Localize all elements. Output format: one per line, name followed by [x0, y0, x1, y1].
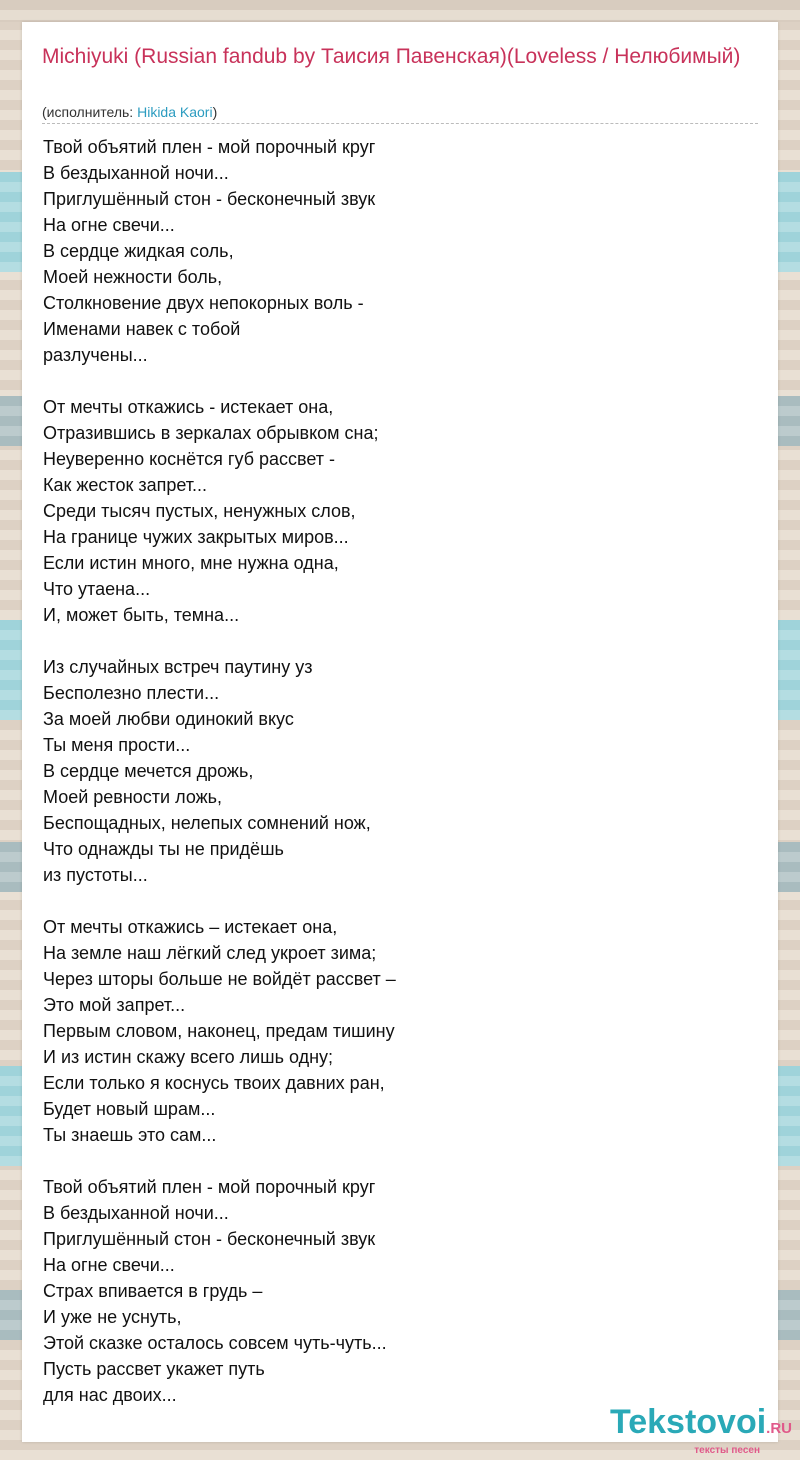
lyric-line: И из истин скажу всего лишь одну;	[43, 1047, 334, 1067]
lyric-line: Бесполезно плести...	[43, 683, 220, 703]
logo-tagline: тексты песен	[694, 1445, 760, 1456]
lyric-line: Из случайных встреч паутину уз	[43, 657, 313, 677]
lyric-line: Ты знаешь это сам...	[43, 1125, 217, 1145]
stanza-gap	[43, 368, 743, 394]
lyric-line: Именами навек с тобой	[43, 319, 241, 339]
lyric-line: В сердце жидкая соль,	[43, 241, 234, 261]
lyric-line: из пустоты...	[43, 865, 148, 885]
site-logo[interactable]	[610, 1405, 792, 1456]
lyric-line: Если только я коснусь твоих давних ран,	[43, 1073, 385, 1093]
lyrics-body	[43, 134, 743, 1408]
lyric-line: Страх впивается в грудь –	[43, 1281, 263, 1301]
lyric-line: Будет новый шрам...	[43, 1099, 216, 1119]
lyric-line: Приглушённый стон - бесконечный звук	[43, 1229, 376, 1249]
lyric-line: Пусть рассвет укажет путь	[43, 1359, 265, 1379]
title-divider	[42, 123, 758, 124]
lyric-line: На огне свечи...	[43, 1255, 175, 1275]
stanza-gap	[43, 888, 743, 914]
artist-prefix: (исполнитель:	[42, 104, 138, 120]
lyric-line: В сердце мечется дрожь,	[43, 761, 254, 781]
artist-line	[42, 102, 217, 122]
lyric-line: Что однажды ты не придёшь	[43, 839, 284, 859]
lyric-line: В бездыханной ночи...	[43, 163, 229, 183]
lyric-line: Отразившись в зеркалах обрывком сна;	[43, 423, 379, 443]
lyric-line: Столкновение двух непокорных воль -	[43, 293, 364, 313]
lyric-line: От мечты откажись – истекает она,	[43, 917, 338, 937]
logo-tld: .RU	[766, 1420, 792, 1437]
lyric-line: Моей нежности боль,	[43, 267, 223, 287]
artist-link[interactable]: Hikida Kaori	[137, 104, 213, 120]
song-title: Michiyuki (Russian fandub by Таисия Павенская)(Loveless / Нелюбимый)	[42, 45, 741, 68]
artist-suffix: )	[212, 104, 218, 120]
lyric-line: Среди тысяч пустых, ненужных слов,	[43, 501, 356, 521]
lyric-line: Как жесток запрет...	[43, 475, 208, 495]
logo-name: Tekstovoi	[609, 1403, 767, 1441]
lyric-line: Если истин много, мне нужна одна,	[43, 553, 339, 573]
lyric-line: Твой объятий плен - мой порочный круг	[43, 1177, 376, 1197]
lyric-line: Через шторы больше не войдёт рассвет –	[43, 969, 396, 989]
lyric-line: Это мой запрет...	[43, 995, 186, 1015]
lyric-line: И, может быть, темна...	[43, 605, 240, 625]
lyric-line: Неуверенно коснётся губ рассвет -	[43, 449, 336, 469]
lyric-line: За моей любви одинокий вкус	[43, 709, 294, 729]
lyric-line: Беспощадных, нелепых сомнений нож,	[43, 813, 371, 833]
lyric-line: Приглушённый стон - бесконечный звук	[43, 189, 376, 209]
lyric-line: На границе чужих закрытых миров...	[43, 527, 349, 547]
stanza-gap	[43, 628, 743, 654]
lyric-line: для нас двоих...	[43, 1385, 177, 1405]
lyric-line: Моей ревности ложь,	[43, 787, 223, 807]
lyric-line: Что утаена...	[43, 579, 151, 599]
lyric-line: Твой объятий плен - мой порочный круг	[43, 137, 376, 157]
logo-wordmark	[610, 1405, 792, 1446]
lyric-line: На огне свечи...	[43, 215, 175, 235]
lyric-line: От мечты откажись - истекает она,	[43, 397, 334, 417]
stanza-gap	[43, 1148, 743, 1174]
lyric-line: И уже не уснуть,	[43, 1307, 182, 1327]
lyric-line: В бездыханной ночи...	[43, 1203, 229, 1223]
lyrics-card	[22, 22, 778, 1442]
lyric-line: Ты меня прости...	[43, 735, 191, 755]
lyric-line: Первым словом, наконец, предам тишину	[43, 1021, 395, 1041]
lyric-line: На земле наш лёгкий след укроет зима;	[43, 943, 377, 963]
lyric-line: разлучены...	[43, 345, 148, 365]
lyric-line: Этой сказке осталось совсем чуть-чуть...	[43, 1333, 387, 1353]
